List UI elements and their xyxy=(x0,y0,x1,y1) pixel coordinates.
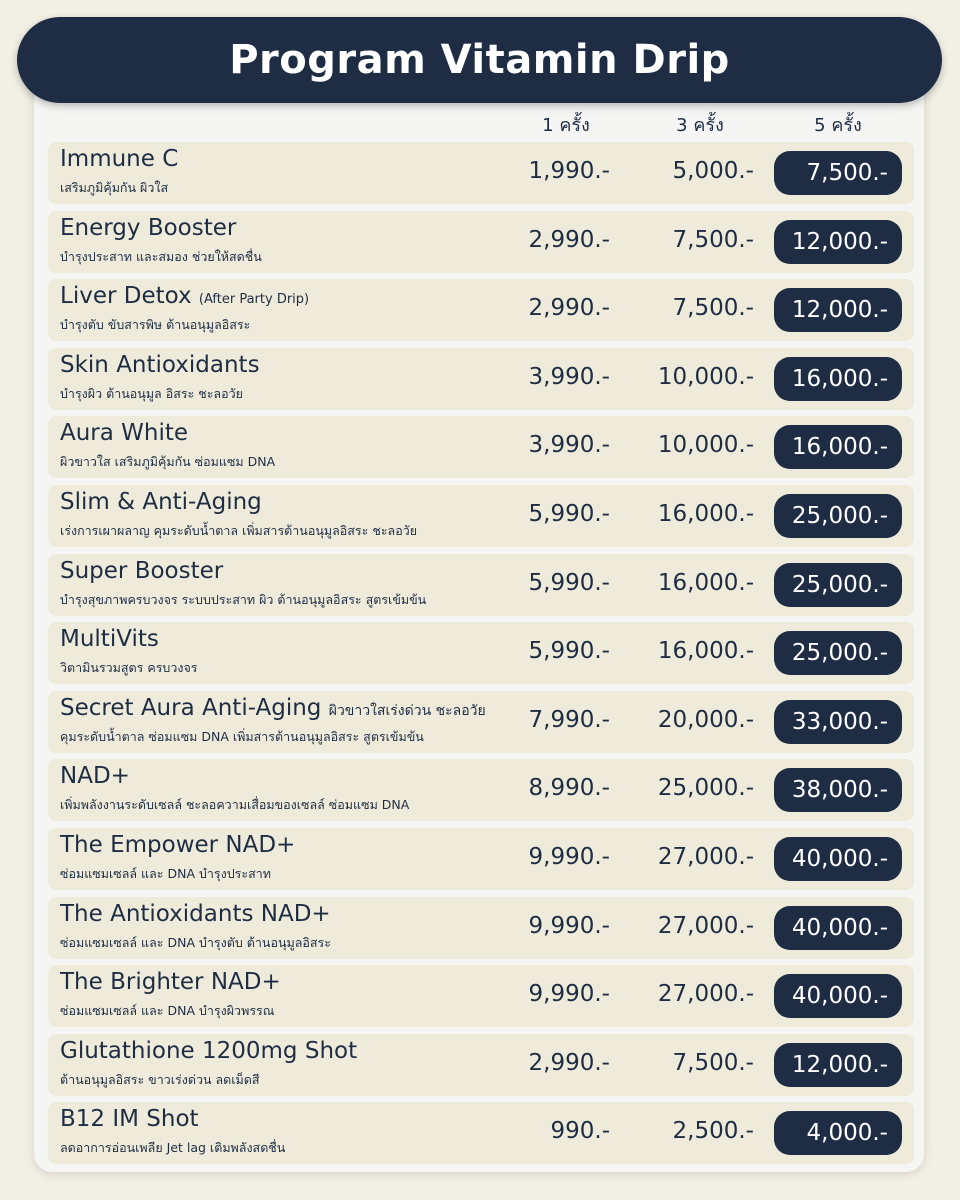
price-3-sessions: 25,000.- xyxy=(657,775,754,802)
program-title: Energy Booster xyxy=(60,214,237,241)
table-row xyxy=(48,759,914,821)
program-description: ซ่อมแซมเซลล์ และ DNA บำรุงประสาท xyxy=(60,865,271,881)
table-row xyxy=(48,416,914,478)
title-banner xyxy=(17,17,942,103)
price-3-sessions: 7,500.- xyxy=(672,1049,754,1076)
price-1-session: 2,990.- xyxy=(528,1049,610,1076)
price-5-sessions: 40,000.- xyxy=(791,914,888,941)
program-description: ซ่อมแซมเซลล์ และ DNA บำรุงผิวพรรณ xyxy=(60,1003,275,1019)
program-description: เร่งการเผาผลาญ คุมระดับน้ำตาล เพิ่มสารต้านอนุมูลอิสระ ชะลอวัย xyxy=(60,522,418,538)
table-row xyxy=(48,1034,914,1096)
price-5-sessions-pill xyxy=(774,494,902,538)
price-3-sessions: 10,000.- xyxy=(657,363,754,390)
table-row xyxy=(48,142,914,204)
program-title: Aura White xyxy=(60,420,189,447)
price-3-sessions: 27,000.- xyxy=(657,843,754,870)
program-description: เสริมภูมิคุ้มกัน ผิวใส xyxy=(60,180,169,195)
program-description: บำรุงตับ ขับสารพิษ ต้านอนุมูลอิสระ xyxy=(60,317,251,333)
program-note: (After Party Drip) xyxy=(198,292,310,308)
program-name xyxy=(60,283,309,309)
program-title: Super Booster xyxy=(60,557,224,584)
price-5-sessions: 16,000.- xyxy=(791,434,888,461)
price-5-sessions: 7,500.- xyxy=(806,160,888,186)
table-row xyxy=(48,691,914,753)
price-5-sessions: 40,000.- xyxy=(791,983,888,1010)
price-5-sessions-pill xyxy=(774,151,902,195)
program-title: The Empower NAD+ xyxy=(60,831,296,858)
program-title: B12 IM Shot xyxy=(60,1106,199,1133)
program-name xyxy=(60,969,281,995)
table-row xyxy=(48,211,914,273)
price-1-session: 9,990.- xyxy=(528,843,610,870)
table-row xyxy=(48,279,914,341)
program-description: วิตามินรวมสูตร ครบวงจร xyxy=(60,660,198,676)
price-5-sessions-pill xyxy=(774,906,902,950)
table-row xyxy=(48,897,914,959)
program-description: ต้านอนุมูลอิสระ ขาวเร่งด่วน ลดเม็ดสี xyxy=(60,1071,260,1087)
price-5-sessions: 25,000.- xyxy=(791,502,888,529)
table-row xyxy=(48,622,914,684)
price-5-sessions-pill xyxy=(774,288,902,332)
program-name xyxy=(60,1106,199,1132)
price-3-sessions: 10,000.- xyxy=(657,432,754,459)
program-name xyxy=(60,215,236,241)
program-name xyxy=(60,832,295,858)
program-inline-description: ผิวขาวใสเร่งด่วน ชะลอวัย xyxy=(328,702,486,719)
price-1-session: 5,990.- xyxy=(528,500,610,527)
program-title: Secret Aura Anti-Aging xyxy=(60,694,322,721)
price-5-sessions-pill xyxy=(774,220,902,264)
program-name xyxy=(60,352,260,378)
program-title: MultiVits xyxy=(60,626,159,653)
program-title: Immune C xyxy=(60,146,179,172)
price-3-sessions: 2,500.- xyxy=(672,1118,754,1145)
column-header-1x: 1 ครั้ง xyxy=(542,115,590,136)
table-row xyxy=(48,828,914,890)
price-5-sessions: 12,000.- xyxy=(791,1051,888,1078)
price-list xyxy=(48,142,914,1171)
price-1-session: 2,990.- xyxy=(528,295,610,322)
program-description: บำรุงสุขภาพครบวงจร ระบบประสาท ผิว ต้านอนุมูลอิสระ สูตรเข้มข้น xyxy=(60,591,427,607)
price-5-sessions: 25,000.- xyxy=(791,640,888,667)
program-title: Skin Antioxidants xyxy=(60,351,260,378)
price-3-sessions: 16,000.- xyxy=(657,500,754,527)
table-row xyxy=(48,485,914,547)
page-title: Program Vitamin Drip xyxy=(229,37,730,83)
program-description: ซ่อมแซมเซลล์ และ DNA บำรุงตับ ต้านอนุมูลอิสระ xyxy=(60,934,331,950)
program-title: The Antioxidants NAD+ xyxy=(60,900,331,927)
program-name xyxy=(60,1038,357,1064)
column-header-5x: 5 ครั้ง xyxy=(814,115,862,136)
price-3-sessions: 16,000.- xyxy=(657,638,754,665)
table-row xyxy=(48,965,914,1027)
price-5-sessions-pill xyxy=(774,768,902,812)
price-5-sessions: 33,000.- xyxy=(791,708,888,735)
price-1-session: 3,990.- xyxy=(528,432,610,459)
price-1-session: 9,990.- xyxy=(528,981,610,1008)
program-description: คุมระดับน้ำตาล ซ่อมแซม DNA เพิ่มสารต้านอนุมูลอิสระ สูตรเข้มข้น xyxy=(60,728,424,744)
price-1-session: 3,990.- xyxy=(528,363,610,390)
program-description: ลดอาการอ่อนเพลีย Jet lag เติมพลังสดชื่น xyxy=(60,1140,286,1156)
program-name xyxy=(60,763,130,789)
price-3-sessions: 16,000.- xyxy=(657,569,754,596)
table-row xyxy=(48,1102,914,1164)
price-3-sessions: 5,000.- xyxy=(672,158,754,184)
program-name xyxy=(60,901,331,927)
program-title: Slim & Anti-Aging xyxy=(60,488,262,515)
price-5-sessions: 4,000.- xyxy=(806,1120,888,1147)
price-1-session: 7,990.- xyxy=(528,706,610,733)
price-1-session: 8,990.- xyxy=(528,775,610,802)
price-3-sessions: 7,500.- xyxy=(672,295,754,322)
price-3-sessions: 20,000.- xyxy=(657,706,754,733)
price-5-sessions-pill xyxy=(774,837,902,881)
price-5-sessions: 12,000.- xyxy=(791,297,888,324)
program-name xyxy=(60,558,223,584)
price-5-sessions: 40,000.- xyxy=(791,845,888,872)
price-1-session: 9,990.- xyxy=(528,912,610,939)
price-5-sessions: 16,000.- xyxy=(791,365,888,392)
program-name xyxy=(60,489,262,515)
price-5-sessions-pill xyxy=(774,425,902,469)
price-5-sessions-pill xyxy=(774,357,902,401)
program-title: The Brighter NAD+ xyxy=(60,969,281,996)
program-title: NAD+ xyxy=(60,763,130,790)
program-description: ผิวขาวใส เสริมภูมิคุ้มกัน ซ่อมแซม DNA xyxy=(60,454,276,470)
price-5-sessions-pill xyxy=(774,1043,902,1087)
price-5-sessions: 12,000.- xyxy=(791,228,888,255)
price-1-session: 2,990.- xyxy=(528,226,610,253)
price-1-session: 5,990.- xyxy=(528,569,610,596)
price-1-session: 990.- xyxy=(550,1118,610,1145)
price-5-sessions-pill xyxy=(774,1111,902,1155)
program-name xyxy=(60,695,486,722)
price-5-sessions-pill xyxy=(774,974,902,1018)
table-row xyxy=(48,348,914,410)
program-description: เพิ่มพลังงานระดับเซลล์ ชะลอความเสื่อมของเซลล์ ซ่อมแซม DNA xyxy=(60,797,410,813)
program-description: บำรุงประสาท และสมอง ช่วยให้สดชื่น xyxy=(60,248,262,264)
price-5-sessions-pill xyxy=(774,631,902,675)
column-headers xyxy=(0,110,960,140)
program-description: บำรุงผิว ต้านอนุมูล อิสระ ชะลอวัย xyxy=(60,385,243,401)
price-1-session: 5,990.- xyxy=(528,638,610,665)
column-header-3x: 3 ครั้ง xyxy=(676,115,724,136)
program-title: Glutathione 1200mg Shot xyxy=(60,1037,358,1064)
price-5-sessions: 25,000.- xyxy=(791,571,888,598)
price-1-session: 1,990.- xyxy=(528,158,610,184)
price-5-sessions-pill xyxy=(774,563,902,607)
table-row xyxy=(48,554,914,616)
price-3-sessions: 27,000.- xyxy=(657,912,754,939)
program-name xyxy=(60,420,188,446)
price-3-sessions: 27,000.- xyxy=(657,981,754,1008)
program-name xyxy=(60,626,159,652)
program-title: Liver Detox xyxy=(60,283,192,310)
price-5-sessions-pill xyxy=(774,700,902,744)
program-name xyxy=(60,146,178,172)
price-3-sessions: 7,500.- xyxy=(672,226,754,253)
price-5-sessions: 38,000.- xyxy=(791,777,888,804)
